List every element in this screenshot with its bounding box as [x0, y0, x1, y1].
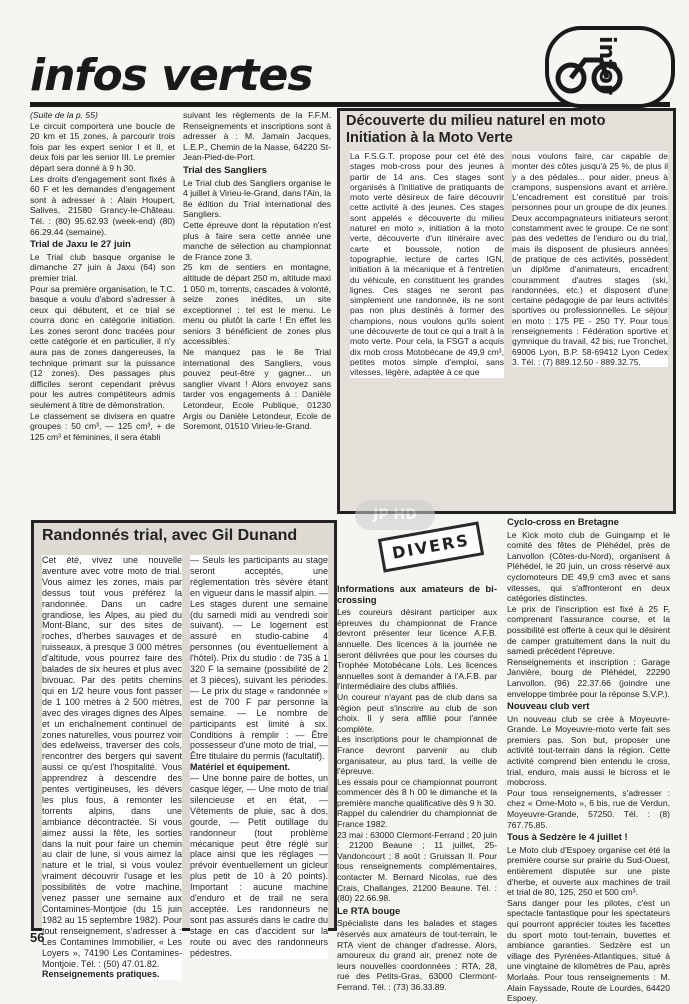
paragraph: Les essais pour ce championnat pourront commencer dès 8 h 00 le dimanche et la première manche qualificative dès 9 h 30. — [337, 776, 497, 808]
paragraph: Le Trial club des Sangliers organise le 4 juillet à Virieu-le-Grand, dans l'Ain, la 8e édition du Trial international des Sangliers. — [183, 177, 331, 220]
paragraph: Rappel du calendrier du championnat de France 1982. — [337, 808, 497, 830]
paragraph: Le Kick moto club de Guingamp et le comité des fêtes de Pléhédel, près de Lanvollon (Côtes-du-Nord), organisent à Pléhédel, le 20 juin, un cross réservé aux cyclomoteurs DE 49,9 cm3 avec et sans vitesses, qui s'affronteront en deux catégories distinctes. — [507, 529, 670, 604]
box-column-1: La F.S.G.T. propose pour cet été des stages mob-cross pour des jeunes à partir de 14 ans. Ces stages sont organisés à l'initiative de pratiquants de moto verte désireux de faire découvrir cette activité à des jeunes. Ces stages sont appelés « découverte du milieu naturel en moto », initiation à la moto verte, découverte d'un itinéraire avec carte et boussole, notion de topographie, lecture de cartes IGN, initiation à la mécanique et à l'entretien du véhicule, en constituent les grandes lignes. Ces stages ne seront pas simplement une randonnée, ils ne sont pas non plus destinés à former des champions, nous voulons qu'ils soient une découverte de tout ce qui a trait à la moto verte. Pour cela, la FSGT a acquis dix mob cross Motobécane de 49,9 cm³, petites motos simple d'emploi, sans vitesses, légère, adaptée à ce que — [350, 151, 504, 378]
paragraph: suivant les règlements de la F.F.M. Renseignements et inscriptions sont à adresser à : M. Jamain Jacques, L.E.P., Chemin de la Nasse, 64220 St-Jean-Pied-de-Port. — [183, 110, 331, 163]
box-subheading: Renseignements pratiques. — [42, 969, 160, 980]
page-number: 56 — [30, 930, 45, 945]
box-column-2 — [190, 555, 328, 959]
box-text: — Une bonne paire de bottes, un casque léger, — Une moto de trial silencieuse et en état, — Vêtements de pluie, sac à dos, gourde, — Petit outillage du randonneur (tout problème mécanique peut être réglé sur place ainsi que les réglages — prévoir éventuellement un gicleur plus petit de 10 à 20 points). Important : aucune machine d'enduro et de trail ne sera acceptée. Les randonneurs ne sont pas assurés dans le cadre du stage en cas d'accident sur la route ou avec des randonneurs pédestres. — [190, 773, 328, 958]
box-subheading: Matériel et équipement. — [190, 762, 291, 773]
paragraph: Le prix de l'inscription est fixé à 25 F, comprenant l'assurance course, et la possibilité est offerte à ceux qui le désirent de camper gratuitement dans la nuit du samedi précédent l'épreuve. — [507, 603, 670, 657]
watermark-stamp: JP HD — [355, 500, 435, 530]
paragraph: Pour tous renseignements, s'adresser : chez « Orne-Moto », 6 bis, rue de Verdun, Moyeuvre-Grande, 57250. Tél. : (8) 767.75.85. — [507, 787, 670, 830]
section-heading: Le RTA bouge — [337, 905, 401, 917]
infor-logo — [545, 26, 675, 108]
column-4 — [507, 515, 670, 1004]
section-heading: Cyclo-cross en Bretagne — [507, 517, 619, 528]
paragraph: Sans danger pour les pilotes, c'est un spectacle fantastique pour les spectateurs qui pourront apprécier toutes les facettes du sport moto tout-terrain, buvettes et ambiance garanties. Sedzère est un village des Pyrénées-Atlantiques, situé à une vingtaine de kilomètres de Pau, après Morlaàs. Pour tous renseignements : M. Alain Fayssade, Route de Lourdes, 64420 Espoey. — [507, 897, 670, 1004]
paragraph: Un coureur n'ayant pas de club dans sa région peut s'inscrire au club de son choix. Il y sera affilié pour l'année complète. — [337, 691, 497, 734]
paragraph: Renseignements et inscription : Garage Janvière, bourg de Pléhédel, 22290 Lanvollon. (96) 22.37.66 (joindre une enveloppe timbrée pour la réponse S.V.P.). — [507, 656, 670, 699]
box-title: Randonnés trial, avec Gil Dunand — [42, 527, 298, 544]
column-3 — [337, 582, 497, 993]
box-title: Découverte du milieu naturel en moto Initiation à la Moto Verte — [346, 113, 606, 146]
section-heading: Tous à Sedzère le 4 juillet ! — [507, 832, 628, 844]
paragraph: Cette épreuve dont la réputation n'est plus à faire sera cette année une manche de sélection au championnat de France zone 3. — [183, 219, 331, 262]
section-heading: Informations aux amateurs de bi-crossing — [337, 584, 497, 606]
paragraph: Un nouveau club se crée à Moyeuvre-Grande. Le Moyeuvre-moto verte fait ses premiers pas. Son but, proposer une activité tout-terrain dans la région. Cette activité comprend bien entendu le cross, trial, enduro, mais aussi le bicross et le mobcross. — [507, 713, 670, 788]
column-2 — [183, 110, 331, 432]
column-1 — [30, 110, 175, 442]
section-heading: Trial des Sangliers — [183, 164, 267, 176]
box-column-1 — [42, 555, 182, 980]
paragraph: Ne manquez pas le 8e Trial international des Sangliers, vous pouvez peut-être y gagner... un sanglier vivant ! Alors envoyez sans tarder vos engagements à : Danièle Letondeur, Ecole Publique, 01230 Argis ou Danièle Letondeur, Ecole de Soremont, 01510 Virieu-le-Grand. — [183, 347, 331, 432]
logo-text: infor — [594, 36, 619, 95]
paragraph: 23 mai : 63000 Clermont-Ferrand ; 20 juin : 21200 Beaune ; 11 juillet, 25-Vandoncourt ; 8 août : Gruissan II. Pour tous renseignements complémentaires, contacter M. Bernard Nicolas, rue des Crais, Challanges, 21200 Beaune. Tél. : (80) 22.66.98. — [337, 829, 497, 904]
paragraph: 25 km de sentiers en montagne, altitude de départ 250 m, altitude maxi 1 050 m, torrents, cascades à volonté, seize zones inédites, un site exceptionnel : tel est le menu. Le menu ou plutôt la carte ! En effet les seniors 3 bénéficient de zones plus accessibles. — [183, 262, 331, 347]
paragraph: Les coureurs désirant participer aux épreuves du championnat de France devront présenter leur licence A.F.B. annuelle. Des licences à la journée ne seront délivrées que pour les courses du Trophée Motobécane Lols. Les licences annuelles sont à demander à l'A.F.B. par l'intermédiaire des clubs affiliés. — [337, 607, 497, 692]
box-column-2: nous voulons faire, car capable de monter des côtes jusqu'à 25 %, de plus il y a des pédales... pour aider, pneus à crampons, suspensions avant et arrière. L'encadrement est constitué par trois personnes pour un groupe de dix jeunes. Deux accompagnateurs initiateurs seront constamment avec le groupe. Ce ne sont pas des vedettes de l'enduro ou du trial, mais ils disposent de plusieurs années de pratique de ces activités, possèdent un diplôme d'animateurs, encadrent couramment d'autres stages (ski, randonnées, etc.) et disposent d'une certaine pédagogie de par leurs activités sportives ou professionnelles. Le séjour en moto : 175 PE - 250 TY. Pour tous renseignements : Fédération sportive et gymnique du travail, 42 bis, rue Tronchet, 69006 Lyon, B.P. 58-69412 Lyon Cedex 3. Tél. : (7) 889.12.50 - 889.32.75. — [512, 151, 668, 367]
paragraph: Pour sa première organisation, le T.C. basque a voulu d'abord s'adresser à ceux qui débutent, et ce trial se courra donc en catégorie initiation. Les zones seront donc tracées pour cette catégorie et en particulier, il n'y aura pas de zones dangereuses, la technique primant sur la puissance (12 zones). Des passages plus difficiles seront cependant prévus pour les autres compétiteurs admis seulement à titre de démonstration. — [30, 283, 175, 411]
paragraph: Les droits d'engagement sont fixés à 60 F et les demandes d'engagement sont à adresser à : Alain Houpert, Salives, 21580 Grancy-le-Château. Tél. : (80) 95.62.93 (week-end) (80) 66.29.44 (semaine). — [30, 173, 175, 237]
paragraph: Le Moto club d'Espoey organise cet été la première course sur prairie du Sud-Ouest, entièrement disputée sur une piste d'herbe, et ouverte aux machines de trail et trial de 80, 125, 250 et 500 cm³. — [507, 844, 670, 898]
continuation-note: (Suite de la p. 55) — [30, 110, 98, 120]
section-heading: Trial de Jaxu le 27 juin — [30, 239, 131, 251]
paragraph: Le Trial club basque organise le dimanche 27 juin à Jaxu (64) son premier trial. — [30, 251, 175, 283]
paragraph: Le classement se divisera en quatre groupes : 50 cm³, — 125 cm³, + de 125 cm³ et féminines, il sera établi — [30, 410, 175, 442]
section-heading: Nouveau club vert — [507, 701, 590, 713]
box-text: Cet été, vivez une nouvelle aventure avec votre moto de trial. Vous aimez les zones, mais par dessus tout vous préférez la randonnée. Dans un cadre grandiose, les Alpes, au pied du Mont-Blanc, sur des sites de roches, d'herbes sauvages et de ruisseaux, à presque 3 000 mètres d'altitude, vous pourrez faire des balades de six heures et plus avec bivouac. Par des petits chemins qui en 1/2 heure vous font passer de 1 100 mètres à 2 500 mètres, avec des virages dignes des Alpes et un enchaînement continuel de zones naturelles, vous pourrez voir des edelweiss, traverser des cols, rencontrer des bergers qui savent aussi ce qu'est l'hospitalité. Vous apprendrez à descendre des pentes vertigineuses, les dévers les plus fous, à remonter les torrents alpins, dans une ambiance décontractée. Si vous aimez aussi la fête, les sorties dans la nuit pour faire un chemin au clair de lune, si vous aimez la nature et le trial, si vous voulez vraiment découvrir l'usage et les possibilités de votre machine, venez passer une semaine aux Contamines-Montjoie (du 15 juin 1982 au 15 septembre 1982). Pour tout renseignement, s'adresser à : Les Contamines Immobilier, « Les Loyers », 74190 Les Contamines-Montjoie. Tél. : (50) 47.01.82. — [42, 555, 182, 969]
page-title: infos vertes — [30, 50, 313, 101]
paragraph: Les inscriptions pour le championnat de France devront parvenir au club organisateur, au plus tard, la veille de l'épreuve. — [337, 734, 497, 777]
divers-text: DIVERS — [390, 530, 472, 563]
box-text: — Seuls les participants au stage seront acceptés, une réglementation très sévère étant en vigueur dans le massif alpin. — Les stages durent une semaine (du samedi midi au vendredi soir suivant). — Le logement est assuré en studio-cabine 4 personnes (ou éventuellement à l'hôtel). Prix du studio : de 735 à 1 320 F la semaine (possibilité de 2 et 3 pièces), suivant les périodes. — Le prix du stage « randonnée » est de 700 F par personne la semaine. — Le nombre de participants est limité à six. Conditions à remplir : — Être possesseur d'une moto de trial, — Être titulaire du permis (facultatif). — [190, 555, 328, 762]
paragraph: Spécialiste dans les balades et stages réservés aux amateurs de tout-terrain, le RTA vient de changer d'adresse. Alors, amoureux du grand air, prenez note de leurs nouvelles coordonnées : RTA, 28, rue des Petits-Gras, 63000 Clermont-Ferrand. Tél. : (73) 36.33.89. — [337, 918, 497, 992]
paragraph: Le circuit comportera une boucle de 20 km et 15 zones, à parcourir trois fois par les expert senior I et II, et deux fois par les senior III. Le premier départ sera donné à 9 h 30. — [30, 120, 175, 173]
moto-verte-box — [337, 108, 676, 514]
